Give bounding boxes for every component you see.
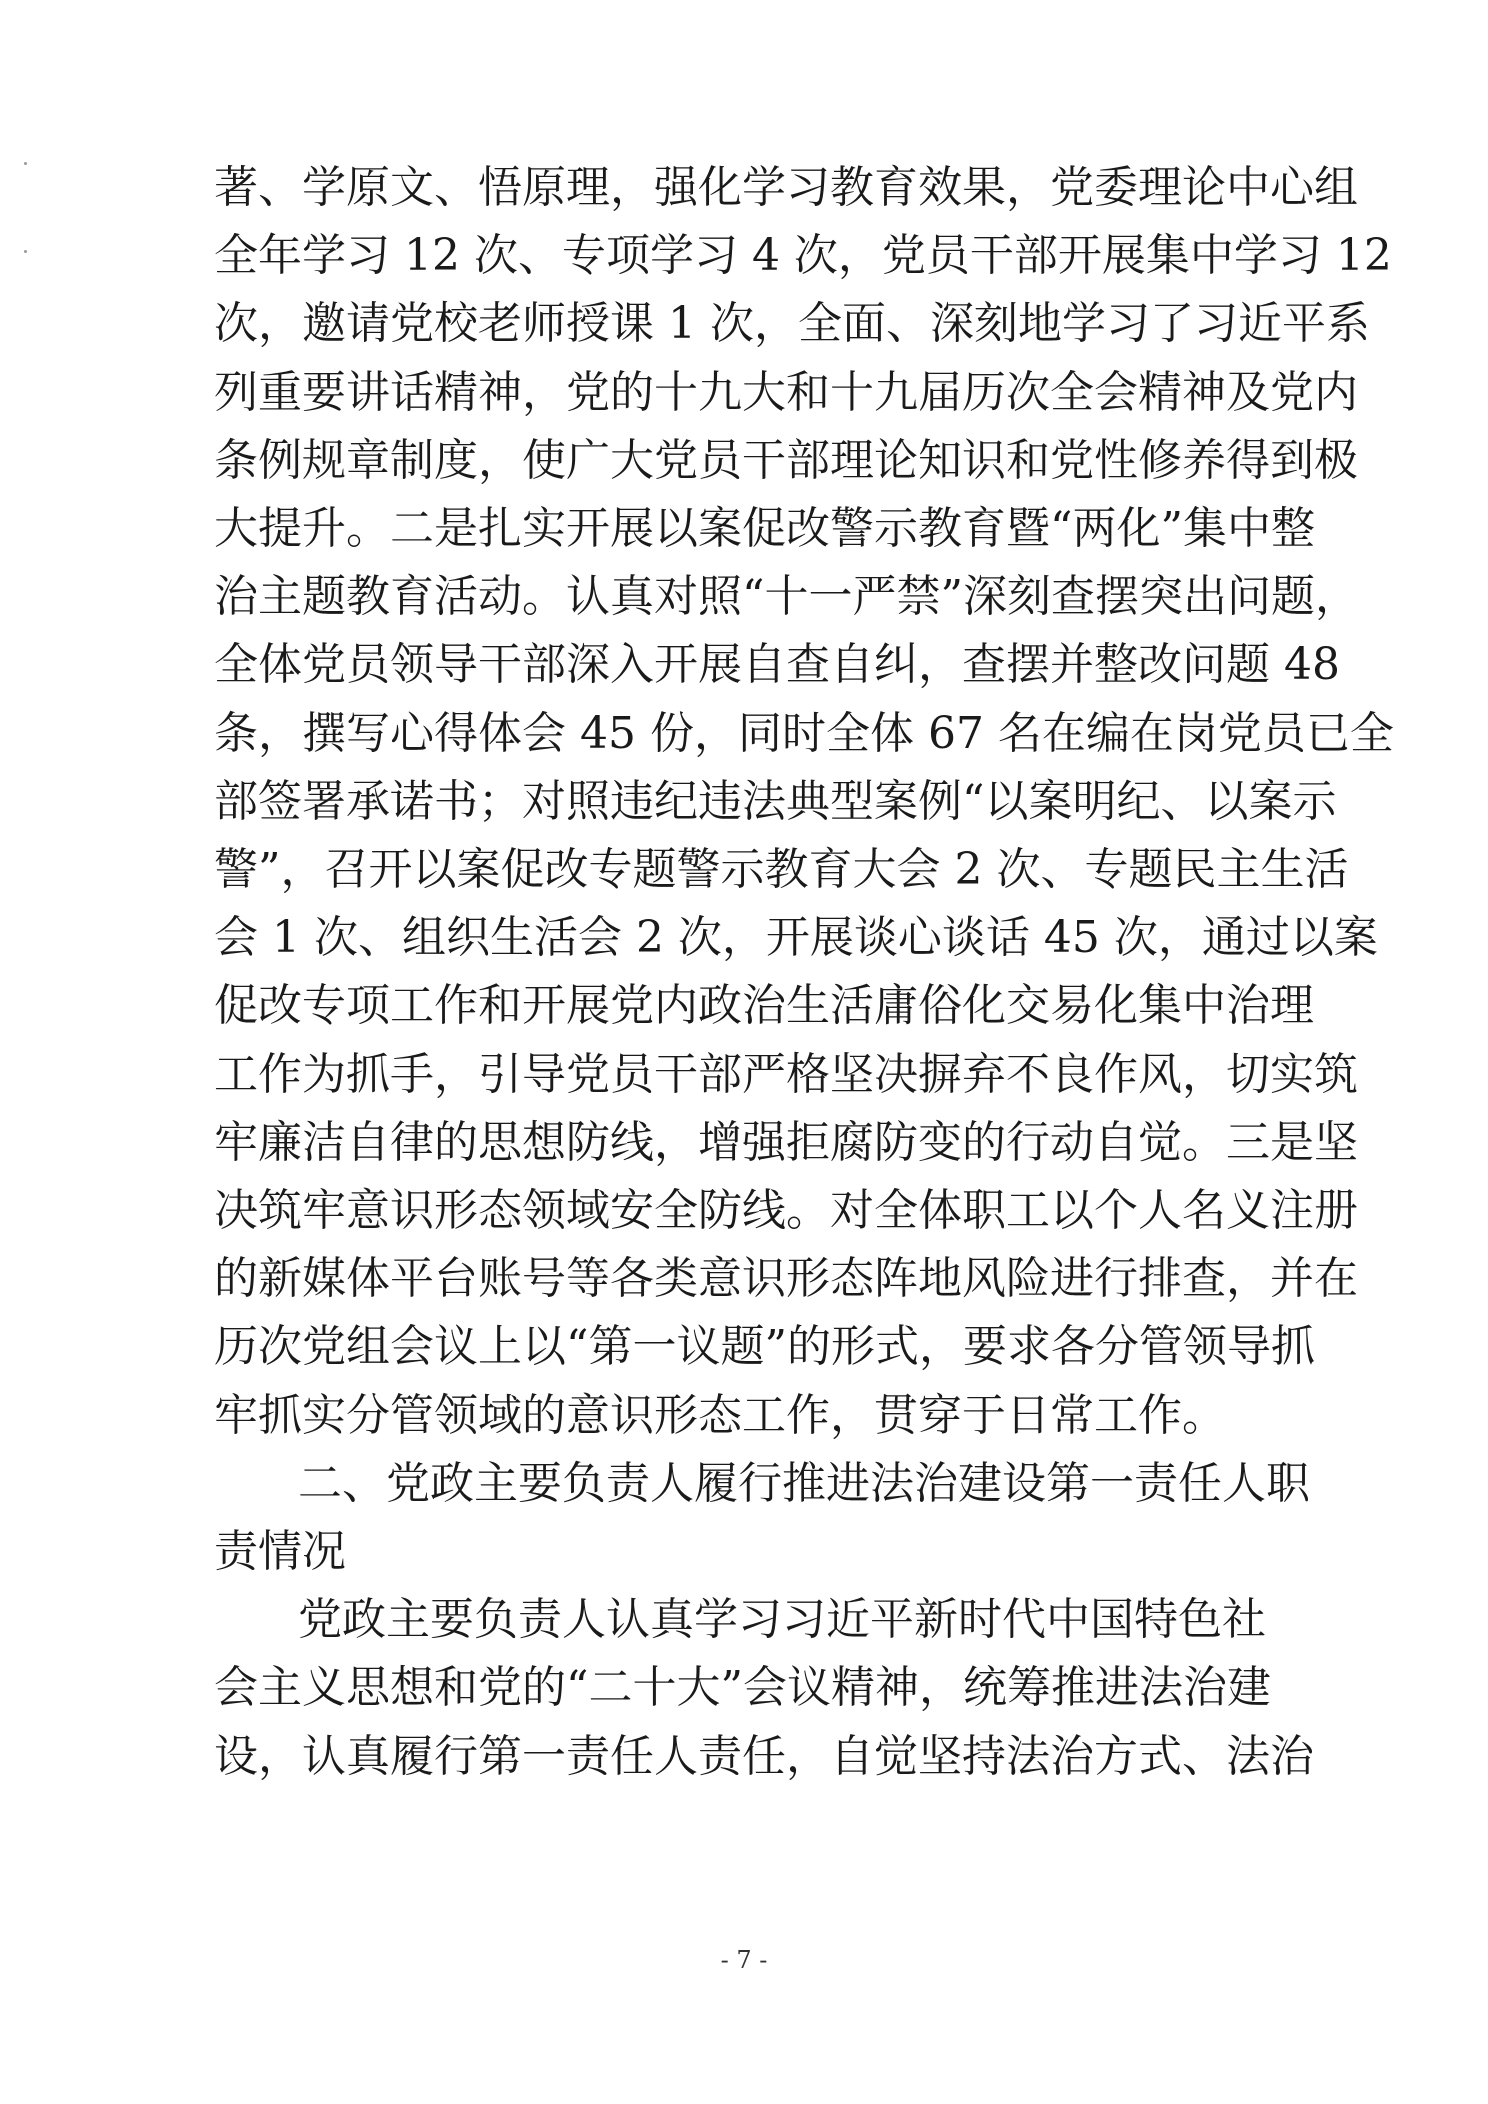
text-line: 条例规章制度，使广大党员干部理论知识和党性修养得到极	[214, 434, 1358, 486]
text-line: 会 1 次、组织生活会 2 次，开展谈心谈话 45 次，通过以案	[214, 912, 1378, 964]
text-line: 促改专项工作和开展党内政治生活庸俗化交易化集中治理	[214, 980, 1314, 1032]
text-line: 工作为抓手，引导党员干部严格坚决摒弃不良作风，切实筑	[214, 1048, 1358, 1100]
text-line: 党政主要负责人认真学习习近平新时代中国特色社	[298, 1594, 1266, 1646]
scan-artifact-mark	[24, 162, 27, 165]
text-line: 会主义思想和党的“二十大”会议精神，统筹推进法治建	[214, 1662, 1271, 1714]
text-line: 列重要讲话精神，党的十九大和十九届历次全会精神及党内	[214, 366, 1358, 418]
text-line: 大提升。二是扎实开展以案促改警示教育暨“两化”集中整	[214, 503, 1315, 554]
section-heading-line: 责情况	[214, 1526, 346, 1577]
text-line: 条，撰写心得体会 45 份，同时全体 67 名在编在岗党员已全	[214, 707, 1394, 759]
text-line: 治主题教育活动。认真对照“十一严禁”深刻查摆突出问题，	[214, 571, 1359, 623]
text-line: 全年学习 12 次、专项学习 4 次，党员干部开展集中学习 12	[214, 230, 1392, 282]
text-line: 著、学原文、悟原理，强化学习教育效果，党委理论中心组	[214, 162, 1358, 213]
text-line: 牢抓实分管领域的意识形态工作，贯穿于日常工作。	[214, 1389, 1226, 1441]
section-heading-line: 二、党政主要负责人履行推进法治建设第一责任人职	[298, 1457, 1310, 1509]
text-line: 次，邀请党校老师授课 1 次，全面、深刻地学习了习近平系	[214, 298, 1370, 350]
text-line: 全体党员领导干部深入开展自查自纠，查摆并整改问题 48	[214, 639, 1340, 691]
text-line: 设，认真履行第一责任人责任，自觉坚持法治方式、法治	[214, 1730, 1314, 1782]
scan-artifact-mark	[24, 250, 27, 253]
page-number: - 7 -	[720, 1946, 768, 1974]
text-line: 决筑牢意识形态领域安全防线。对全体职工以个人名义注册	[214, 1185, 1358, 1236]
text-line: 牢廉洁自律的思想防线，增强拒腐防变的行动自觉。三是坚	[214, 1116, 1358, 1168]
text-line: 的新媒体平台账号等各类意识形态阵地风险进行排查，并在	[214, 1253, 1358, 1305]
text-line: 历次党组会议上以“第一议题”的形式，要求各分管领导抓	[214, 1321, 1315, 1373]
text-line: 部签署承诺书；对照违纪违法典型案例“以案明纪、以案示	[214, 775, 1337, 827]
text-line: 警”，召开以案促改专题警示教育大会 2 次、专题民主生活	[214, 844, 1349, 895]
